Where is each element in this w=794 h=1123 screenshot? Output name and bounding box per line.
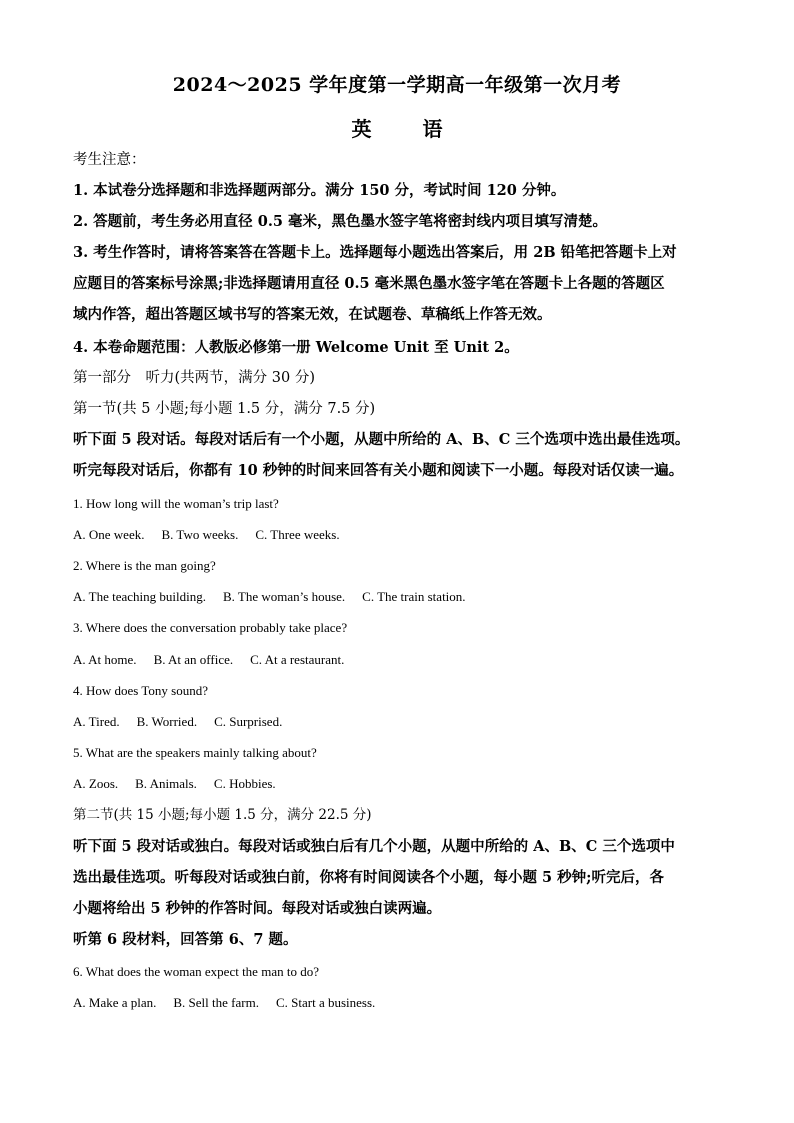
question-2: 2. Where is the man going? [73, 558, 216, 573]
section2-instructions: 选出最佳选项。听每段对话或独白前，你将有时间阅读各个小题，每小题 5 秒钟;听完后，各 [73, 869, 665, 886]
option-b: B. Sell the farm. [173, 995, 259, 1010]
option-a: A. One week. [73, 527, 145, 542]
question-5: 5. What are the speakers mainly talking about? [73, 745, 317, 760]
part1-heading: 第一部分 听力(共两节，满分 30 分) [73, 370, 315, 386]
notice-line: 应题目的答案标号涂黑;非选择题请用直径 0.5 毫米黑色墨水签字笔在答题卡上各题的答题区 [73, 275, 665, 292]
notice-line: 2. 答题前，考生务必用直径 0.5 毫米，黑色墨水签字笔将密封线内项目填写清楚。 [73, 213, 608, 230]
question-6: 6. What does the woman expect the man to do? [73, 964, 319, 979]
question-2-options [73, 588, 733, 606]
option-a: A. At home. [73, 652, 137, 667]
section2-instructions: 听下面 5 段对话或独白。每段对话或独白后有几个小题，从题中所给的 A、B、C 三个选项中 [73, 838, 675, 855]
option-b: B. Animals. [135, 776, 197, 791]
question-1-options [73, 526, 733, 544]
question-4-options [73, 713, 733, 731]
section1-instructions: 听完每段对话后，你都有 10 秒钟的时间来回答有关小题和阅读下一小题。每段对话仅读一遍。 [73, 462, 684, 479]
option-b: B. The woman’s house. [222, 589, 346, 604]
section1-instructions: 听下面 5 段对话。每段对话后有一个小题，从题中所给的 A、B、C 三个选项中选出最佳选项。 [73, 431, 690, 448]
option-c: C. Hobbies. [213, 776, 276, 791]
option-a: A. Tired. [73, 714, 120, 729]
subject-title: 英 语 [351, 117, 465, 141]
option-a: A. The teaching building. [73, 589, 206, 604]
material-6-heading: 听第 6 段材料，回答第 6、7 题。 [73, 931, 298, 948]
section2-heading: 第二节(共 15 小题;每小题 1.5 分，满分 22.5 分) [73, 807, 372, 823]
question-3-options [73, 651, 733, 669]
option-b: B. At an office. [153, 652, 234, 667]
section1-heading: 第一节(共 5 小题;每小题 1.5 分，满分 7.5 分) [73, 401, 376, 417]
option-a: A. Make a plan. [73, 995, 157, 1010]
option-c: C. The train station. [362, 589, 466, 604]
option-c: C. Three weeks. [255, 527, 340, 542]
notice-line: 域内作答，超出答题区域书写的答案无效，在试题卷、草稿纸上作答无效。 [73, 306, 552, 323]
question-5-options [73, 775, 733, 793]
option-c: C. Start a business. [275, 995, 376, 1010]
notice-line: 4. 本卷命题范围：人教版必修第一册 Welcome Unit 至 Unit 2。 [73, 339, 519, 356]
option-b: B. Two weeks. [161, 527, 239, 542]
question-4: 4. How does Tony sound? [73, 683, 208, 698]
notice-line: 3. 考生作答时，请将答案答在答题卡上。选择题每小题选出答案后，用 2B 铅笔把答题卡上对 [73, 244, 677, 261]
section2-instructions: 小题将给出 5 秒钟的作答时间。每段对话或独白读两遍。 [73, 900, 442, 917]
question-3: 3. Where does the conversation probably take place? [73, 620, 348, 635]
notice-heading: 考生注意： [73, 152, 146, 168]
option-c: C. Surprised. [214, 714, 283, 729]
notice-line: 1. 本试卷分选择题和非选择题两部分。满分 150 分，考试时间 120 分钟。 [73, 182, 566, 199]
question-6-options [73, 994, 733, 1012]
option-b: B. Worried. [136, 714, 198, 729]
exam-title: 2024～2025 学年度第一学期高一年级第一次月考 [172, 74, 622, 96]
option-a: A. Zoos. [73, 776, 119, 791]
option-c: C. At a restaurant. [250, 652, 345, 667]
question-1: 1. How long will the woman’s trip last? [73, 496, 279, 511]
